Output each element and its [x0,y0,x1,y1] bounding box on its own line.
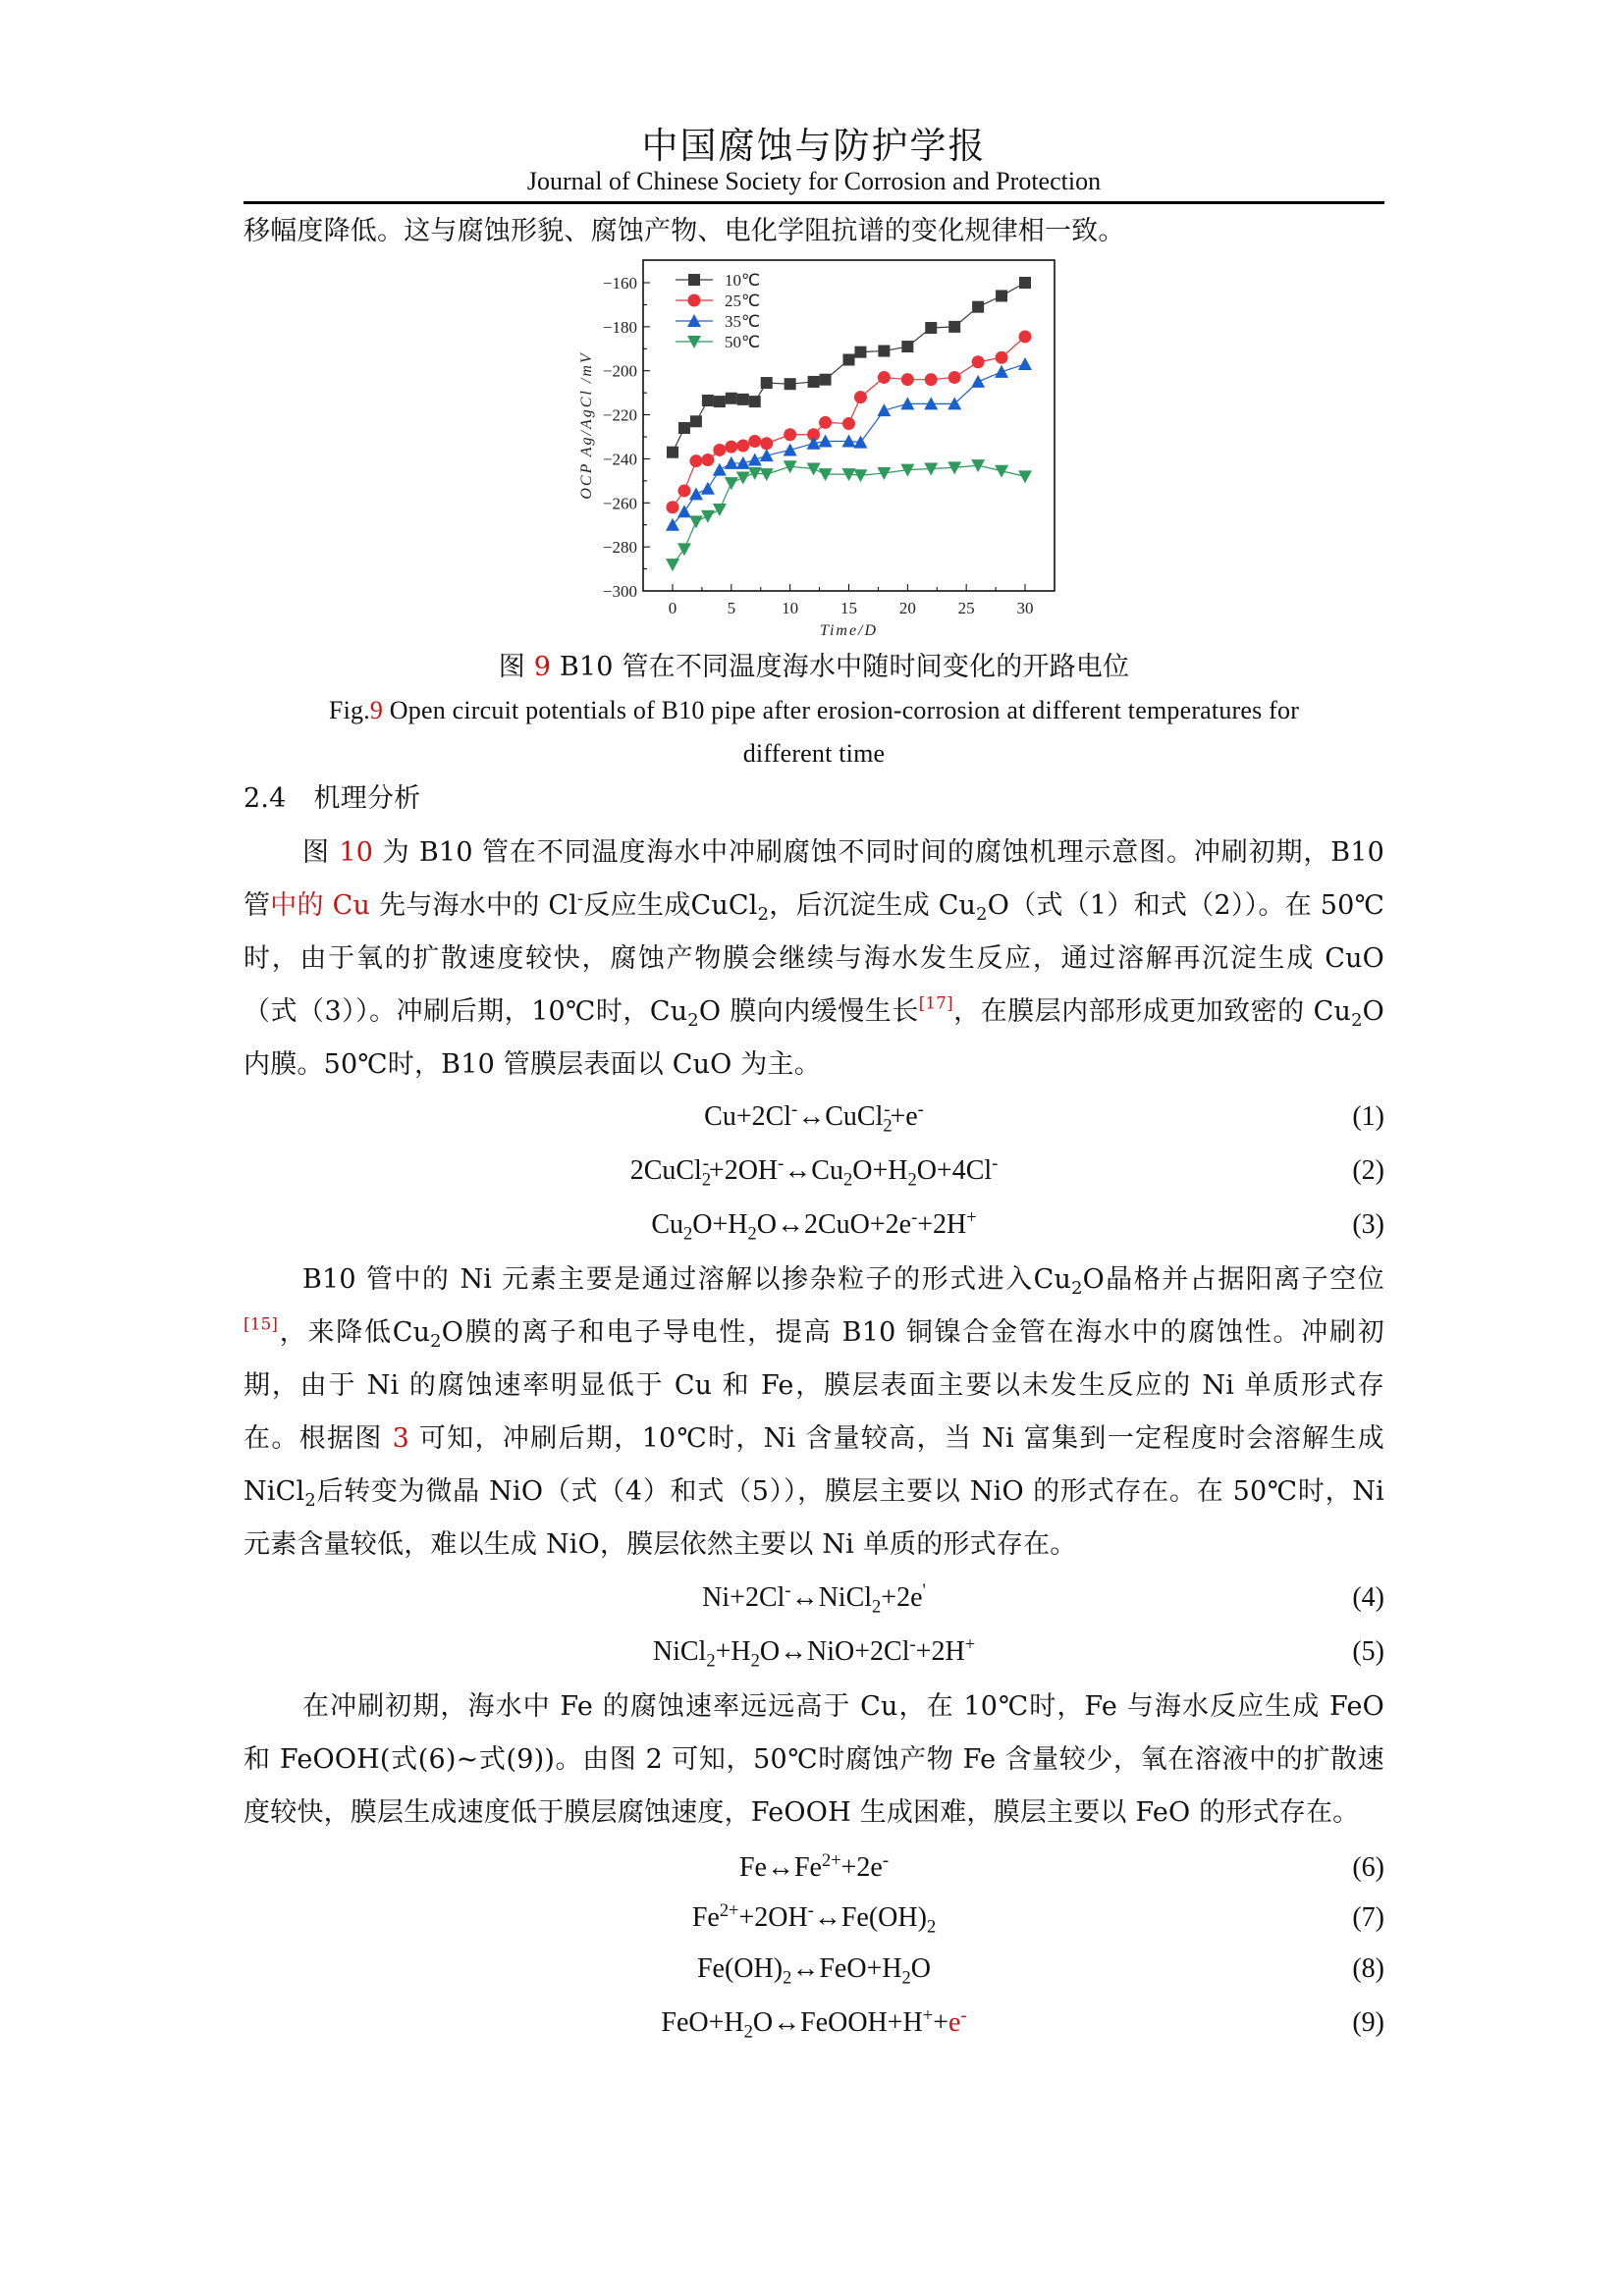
equation-number: (7) [1352,1902,1384,1933]
equation-formula: $Cu_2O+H_2O\leftrightarrow 2CuO+2e^-+2H^+$ [651,1206,977,1244]
triangle-up-marker-icon [971,375,985,388]
x-tick-label: 25 [957,599,975,617]
x-tick-label: 5 [727,599,736,617]
triangle-down-marker-icon [760,468,774,481]
figure-ref-link[interactable]: 10 [339,837,374,868]
equation-formula: $Fe(OH)_2\leftrightarrow FeO+H_2O$ [696,1953,932,1988]
text: ，后沉淀生成 Cu [769,890,977,921]
circle-marker-icon [901,373,914,386]
circle-marker-icon [948,371,961,384]
section-number: 2.4 [244,783,287,814]
caption-text: B10 管在不同温度海水中随时间变化的开路电位 [551,652,1130,682]
square-marker-icon [1019,277,1031,289]
circle-marker-icon [689,454,702,467]
series-50℃ [666,459,1032,571]
triangle-down-marker-icon [666,559,679,571]
triangle-up-marker-icon [748,454,762,466]
paragraph-3-line-3: 度较快，膜层生成速度低于膜层腐蚀速度，FeOOH 生成困难，膜层主要以 FeO 的形式存在。 [244,1797,1360,1828]
equation-2 [244,1152,1384,1195]
square-marker-icon [678,422,690,434]
legend-label: 50℃ [725,333,761,351]
equation-number: (2) [1352,1155,1384,1186]
triangle-up-marker-icon [877,403,891,416]
figure-caption-cn [244,650,1384,685]
subscript: 2 [1071,1278,1083,1300]
square-marker-icon [688,274,700,286]
equation-number: (3) [1352,1209,1384,1240]
equation-formula: $FeO+H_2O\leftrightarrow FeOOH+H^++e^-$ [661,2004,967,2042]
triangle-down-marker-icon [853,469,867,482]
equation-number: (9) [1352,2007,1384,2038]
circle-marker-icon [667,501,679,513]
equation-8 [244,1953,1384,1993]
triangle-down-marker-icon [807,463,821,476]
figure-caption-en-line2: different time [742,739,886,768]
circle-marker-icon [748,435,761,448]
text: 反应生成CuCl [583,890,758,921]
circle-marker-icon [760,437,773,450]
paragraph-1-line-5: 内膜。50℃时，B10 管膜层表面以 CuO 为主。 [244,1049,821,1080]
subscript: 2 [757,904,770,926]
triangle-down-marker-icon [713,504,727,516]
paragraph-1-line-4 [244,994,1384,1030]
triangle-up-marker-icon [677,505,691,517]
text: O晶格并占据阳离子空位 [1082,1264,1384,1295]
triangle-up-marker-icon [689,487,703,500]
square-marker-icon [726,393,737,404]
equation-number: (4) [1352,1582,1384,1613]
x-tick-label: 10 [782,599,799,617]
caption-prefix: 图 [498,652,534,682]
figure-number-link[interactable]: 9 [369,696,384,724]
equation-number: (5) [1352,1636,1384,1667]
text: O（式（1）和式（2））。在 50℃ [987,890,1384,921]
triangle-up-marker-icon [1018,357,1032,370]
equation-5 [244,1633,1384,1676]
triangle-down-marker-icon [995,465,1008,478]
square-marker-icon [702,395,714,406]
square-marker-icon [996,290,1007,301]
text: ，在膜层内部形成更加致密的 Cu [952,996,1352,1027]
square-marker-icon [737,394,749,405]
circle-marker-icon [784,428,796,441]
equation-3 [244,1206,1384,1249]
square-marker-icon [749,396,761,407]
text: 在。根据图 [244,1423,393,1454]
paragraph-1-line-3: 时，由于氧的扩散速度较快，腐蚀产物膜会继续与海水发生反应，通过溶解再沉淀生成 CuO [244,943,1384,974]
x-tick-label: 30 [1016,599,1034,617]
equation-formula: $NiCl_2+H_2O\leftrightarrow NiO+2Cl^-+2H^+$ [652,1633,976,1671]
text: B10 管中的 Ni 元素主要是通过溶解以掺杂粒子的形式进入Cu [302,1264,1072,1295]
y-axis-label: OCP Ag/AgCl /mV [578,351,595,500]
citation-link[interactable]: [17] [918,992,953,1013]
y-tick-label: −300 [602,582,637,601]
equation-6 [244,1849,1384,1892]
equation-1 [244,1098,1384,1141]
paragraph-2-line-5 [244,1474,1384,1510]
ocp-line-chart [569,253,1060,646]
subscript: 2 [304,1490,316,1512]
text: O 膜向内缓慢生长 [698,996,919,1027]
triangle-up-marker-icon [713,463,727,476]
highlighted-text: 中的 Cu [270,890,371,921]
figure-9-chart [569,253,1060,646]
square-marker-icon [948,321,960,333]
circle-marker-icon [736,439,749,452]
equation-formula: Ni+2Cl-↔NiCl$_2$+2e' [702,1579,926,1617]
text: 后转变为微晶 NiO（式（4）和式（5）），膜层主要以 NiO 的形式存在。在 50℃时，Ni [315,1476,1384,1507]
triangle-down-marker-icon [689,515,703,528]
text: 图 [302,837,340,868]
caption-prefix: Fig. [328,696,370,724]
square-marker-icon [761,377,773,389]
text: 先与海水中的 Cl [370,890,578,921]
square-marker-icon [901,341,913,352]
equation-formula: Cu+2Cl-↔CuCl$_2$-+e- [704,1098,924,1136]
triangle-down-marker-icon [677,543,691,556]
triangle-down-marker-icon [1018,470,1032,483]
circle-marker-icon [854,391,867,403]
x-axis-label: Time/D [819,622,879,639]
triangle-up-marker-icon [701,482,715,495]
paragraph-2-line-4 [244,1421,1384,1457]
subscript: 2 [976,904,988,926]
legend-label: 25℃ [725,292,761,310]
circle-marker-icon [925,373,938,386]
circle-marker-icon [996,351,1008,364]
x-tick-label: 0 [668,599,677,617]
circle-marker-icon [725,441,737,454]
subscript: 2 [687,1010,699,1032]
equation-number: (1) [1352,1101,1384,1132]
subscript: 2 [1351,1010,1363,1032]
paragraph-2-line-6: 元素含量较低，难以生成 NiO，膜层依然主要以 Ni 单质的形式存在。 [244,1529,1077,1560]
circle-marker-icon [878,371,891,384]
paragraph-3-line-1: 在冲刷初期，海水中 Fe 的腐蚀速率远远高于 Cu，在 10℃时，Fe 与海水反应生成 FeO [302,1691,1384,1722]
figure-number-link[interactable]: 9 [533,652,552,682]
equation-formula: $2CuCl_2^-+2OH^-\leftrightarrow Cu_2O+H_2O+4Cl^-$ [629,1152,999,1190]
triangle-up-marker-icon [995,365,1008,378]
section-title: 机理分析 [313,783,421,814]
y-tick-label: −180 [602,317,637,337]
equation-formula: $Fe^{2+}+2OH^-\leftrightarrow Fe(OH)_2$ [691,1899,937,1937]
triangle-up-marker-icon [760,449,774,461]
square-marker-icon [972,301,984,313]
y-tick-label: −260 [602,494,637,513]
circle-marker-icon [1019,330,1032,343]
y-tick-label: −240 [602,450,637,469]
square-marker-icon [785,378,796,390]
y-tick-label: −280 [602,538,637,558]
triangle-up-marker-icon [784,443,797,455]
square-marker-icon [820,374,832,386]
circle-marker-icon [688,294,701,307]
square-marker-icon [925,322,937,334]
x-tick-label: 20 [898,599,916,617]
equation-number: (6) [1352,1852,1384,1883]
square-marker-icon [667,447,678,458]
paragraph-3-line-2: 和 FeOOH(式(6)~式(9))。由图 2 可知，50℃时腐蚀产物 Fe 含量较少，氧在溶液中的扩散速 [244,1744,1384,1775]
figure-caption-en [244,693,1384,728]
square-marker-icon [878,346,890,357]
legend-label: 10℃ [725,271,761,290]
y-tick-label: −160 [602,274,637,293]
circle-marker-icon [842,417,855,430]
square-marker-icon [854,347,866,358]
legend-label: 35℃ [725,312,761,331]
header-rule [244,201,1384,204]
circle-marker-icon [701,454,714,466]
circle-marker-icon [677,484,690,497]
section-heading [244,781,1384,817]
text: 为 B10 管在不同温度海水中冲刷腐蚀不同时间的腐蚀机理示意图。冲刷初期，B10 [373,837,1385,868]
text: O [1362,996,1384,1027]
square-marker-icon [808,376,820,388]
equation-number: (8) [1352,1953,1384,1984]
triangle-down-marker-icon [701,510,715,523]
y-tick-label: −220 [602,405,637,425]
caption-text: Open circuit potentials of B10 pipe after erosion-corrosion at different temperatures for [383,696,1300,724]
paragraph-1-line-1 [244,835,1384,871]
text: NiCl [244,1476,305,1507]
circle-marker-icon [972,355,985,368]
text: O膜的离子和电子导电性，提高 B10 铜镍合金管在海水中的腐蚀性。冲刷初 [441,1317,1384,1348]
text: （式（3））。冲刷后期，10℃时，Cu [244,996,688,1027]
y-tick-label: −200 [602,361,637,381]
figure-ref-link[interactable]: 3 [392,1423,409,1454]
journal-title-cn: 中国腐蚀与防护学报 [641,125,987,167]
superscript: - [577,888,584,910]
triangle-down-marker-icon [725,477,738,490]
text: 管 [244,890,271,921]
circle-marker-icon [713,444,726,456]
equation-7 [244,1899,1384,1942]
circle-marker-icon [819,416,832,429]
equation-4 [244,1579,1384,1622]
text: ，来降低Cu [278,1317,431,1348]
square-marker-icon [690,415,702,427]
triangle-down-marker-icon [736,471,750,484]
citation-link[interactable]: [15] [244,1313,279,1334]
square-marker-icon [843,354,855,366]
equation-9 [244,2004,1384,2047]
paragraph-2-line-2 [244,1315,1384,1351]
paragraph-2-line-1 [244,1262,1384,1298]
square-marker-icon [714,396,726,407]
subscript: 2 [430,1331,442,1353]
paragraph-2-line-3: 期，由于 Ni 的腐蚀速率明显低于 Cu 和 Fe，膜层表面主要以未发生反应的 Ni 单质形式存 [244,1370,1384,1401]
intro-line: 移幅度降低。这与腐蚀形貌、腐蚀产物、电化学阻抗谱的变化规律相一致。 [244,216,1125,246]
paragraph-1-line-2 [244,888,1384,924]
text: 可知，冲刷后期，10℃时，Ni 含量较高，当 Ni 富集到一定程度时会溶解生成 [408,1423,1384,1454]
x-tick-label: 15 [840,599,857,617]
equation-formula: $Fe\leftrightarrow Fe^{2+}+2e^-$ [738,1849,890,1883]
journal-title-en: Journal of Chinese Society for Corrosion and Protection [526,167,1102,195]
